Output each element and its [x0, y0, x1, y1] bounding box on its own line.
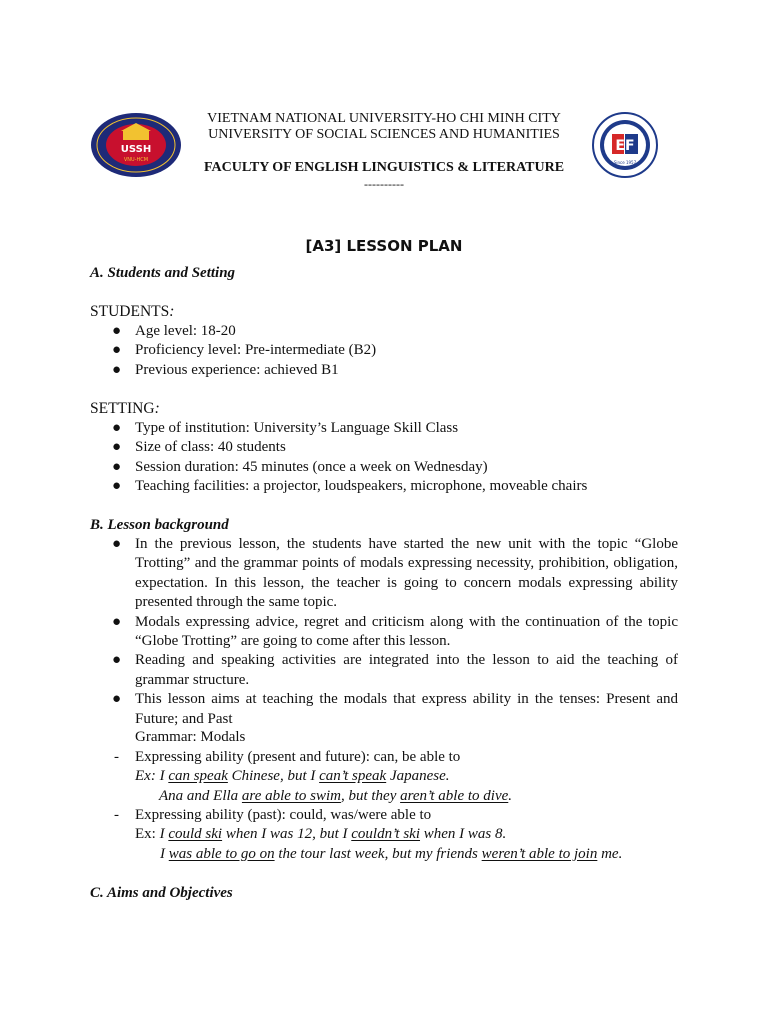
- list-item-text: Type of institution: University’s Language Skill Class: [135, 420, 459, 436]
- list-item: ● This lesson aims at teaching the modals that express ability in the tenses: Present and Future; and Past: [112, 691, 678, 727]
- dash-marker: -: [114, 807, 119, 823]
- list-item: ● In the previous lesson, the students have started the new unit with the topic “Globe Trotting” and the grammar points of modals expressing necessity, prohibition, obligation, expectation. In this lesson, the teacher is going to concern modals expressing ability presented through the same topic.: [112, 536, 678, 611]
- list-item: ● Proficiency level: Pre-intermediate (B2): [112, 342, 377, 359]
- grammar-line: Grammar: Modals: [135, 729, 246, 745]
- list-item: ● Type of institution: University’s Language Skill Class: [112, 420, 459, 436]
- setting-label-colon: :: [154, 400, 160, 417]
- list-item: ● Age level: 18-20: [112, 323, 236, 339]
- section-c-heading: C. Aims and Objectives: [90, 885, 233, 901]
- setting-list: [90, 419, 678, 497]
- setting-label: [90, 399, 160, 418]
- svg-text:VNU-HCM: VNU-HCM: [123, 157, 149, 163]
- ability-past-block: [90, 806, 678, 864]
- dash-marker: -: [114, 749, 119, 765]
- list-item-text: Previous experience: achieved B1: [135, 361, 339, 378]
- university-subname: UNIVERSITY OF SOCIAL SCIENCES AND HUMANITIES: [208, 127, 560, 142]
- faculty-name: FACULTY OF ENGLISH LINGUISTICS & LITERATURE: [203, 160, 565, 175]
- setting-label-text: SETTING: [90, 400, 155, 417]
- students-label-text: STUDENTS: [90, 303, 170, 320]
- ability-present-label: Expressing ability (present and future): can, be able to: [135, 749, 461, 765]
- page-title: [A3] LESSON PLAN: [305, 237, 463, 255]
- list-item-text: Proficiency level: Pre-intermediate (B2): [135, 342, 377, 359]
- list-item-text: Modals expressing advice, regret and criticism along with the continuation of the topic “Globe Trotting” are going to come after this lesson.: [135, 613, 678, 650]
- section-b-heading: B. Lesson background: [90, 517, 229, 533]
- ability-past-example-1: Ex: I could ski when I was 12, but I couldn’t ski when I was 8.: [135, 826, 507, 843]
- list-item-text: Size of class: 40 students: [135, 439, 286, 456]
- ability-past-label: Expressing ability (past): could, was/were able to: [135, 807, 432, 823]
- list-item: ● Teaching facilities: a projector, loudspeakers, microphone, moveable chairs: [112, 478, 588, 495]
- ability-present-block: [90, 748, 678, 806]
- students-list: [90, 322, 678, 380]
- ability-past-example-2: I was able to go on the tour last week, but my friends weren’t able to join me.: [160, 845, 623, 862]
- svg-text:Since 1957: Since 1957: [613, 160, 637, 165]
- list-item-text: In the previous lesson, the students have started the new unit with the topic “Globe Trotting” and the grammar points of modals expressing necessity, prohibition, obligation, expectation. In this lesson, the teacher is going to concern modals expressing ability presented through the same topic.: [135, 536, 678, 611]
- svg-text:USSH: USSH: [120, 144, 152, 155]
- ability-present-example-1: Ex: I can speak Chinese, but I can’t speak Japanese.: [135, 768, 450, 785]
- background-list: [90, 535, 678, 729]
- list-item: ● Size of class: 40 students: [112, 439, 286, 456]
- list-item-text: Age level: 18-20: [135, 323, 236, 339]
- students-label: [90, 302, 174, 321]
- list-item-text: Session duration: 45 minutes (once a week on Wednesday): [135, 458, 488, 475]
- university-name: VIETNAM NATIONAL UNIVERSITY-HO CHI MINH CITY: [207, 111, 561, 126]
- list-item-text: Reading and speaking activities are integrated into the lesson to aid the teaching of grammar structure.: [135, 652, 678, 688]
- list-item: ● Session duration: 45 minutes (once a week on Wednesday): [112, 458, 488, 475]
- section-a-heading: A. Students and Setting: [90, 265, 236, 281]
- svg-text:EF: EF: [615, 138, 635, 154]
- list-item: ● Reading and speaking activities are integrated into the lesson to aid the teaching of grammar structure.: [112, 652, 678, 688]
- ability-present-example-2: Ana and Ella are able to swim, but they aren’t able to dive.: [159, 787, 513, 804]
- header-divider: ----------: [364, 177, 404, 191]
- list-item-text: Teaching facilities: a projector, loudspeakers, microphone, moveable chairs: [135, 478, 588, 495]
- list-item-text: This lesson aims at teaching the modals that express ability in the tenses: Present and Future; and Past: [135, 691, 678, 727]
- students-label-colon: :: [169, 303, 175, 320]
- list-item: ● Modals expressing advice, regret and criticism along with the continuation of the topic “Globe Trotting” are going to come after this lesson.: [112, 613, 678, 650]
- list-item: ● Previous experience: achieved B1: [112, 361, 339, 378]
